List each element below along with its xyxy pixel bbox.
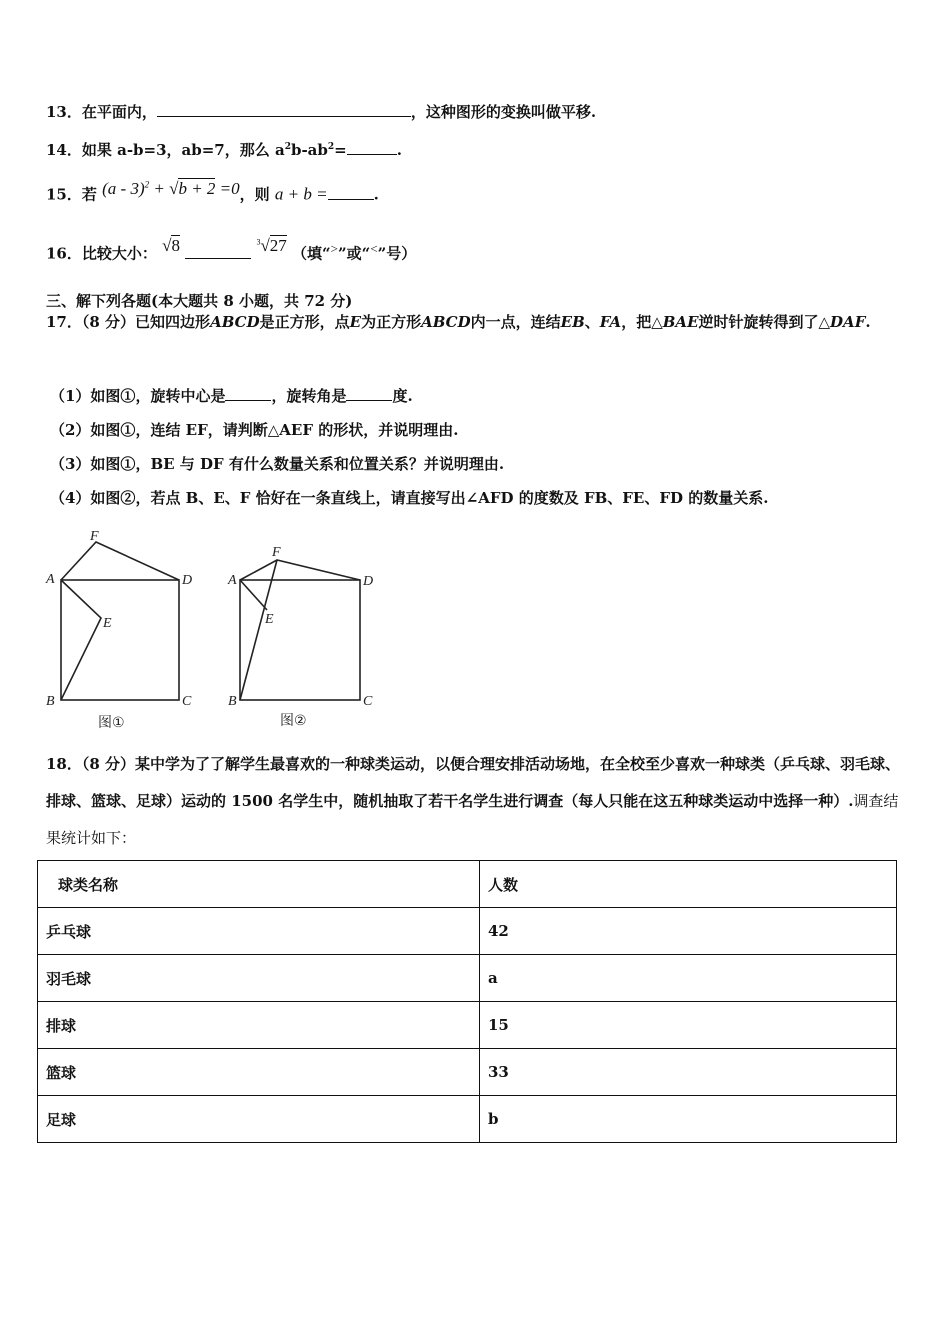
exponent: 2: [284, 142, 291, 152]
point-e-label: E: [103, 616, 112, 631]
question-15: [46, 180, 379, 205]
point-a-label: A: [228, 573, 237, 588]
answer-blank: [157, 102, 411, 117]
cuberoot27: [256, 236, 286, 255]
header-count: 人数: [480, 861, 897, 908]
answer-blank: [185, 244, 251, 259]
sum-expression: a + b =: [274, 184, 328, 204]
equals-sign: =: [334, 141, 347, 159]
table-header-row: [38, 861, 897, 908]
label-abcd: ABCD: [210, 313, 260, 331]
period: .: [865, 313, 871, 331]
triangle-daf: [61, 542, 179, 580]
cell-count: 42: [480, 908, 897, 955]
question-18: [46, 746, 904, 857]
math-expression: [102, 179, 240, 198]
sub1-text: 度.: [392, 387, 413, 405]
question-number: 17．: [46, 313, 82, 331]
q17-text: 已知四边形: [135, 313, 211, 331]
label-daf: DAF: [830, 313, 866, 331]
sqrt-icon: √: [162, 235, 172, 255]
cell-sport: 篮球: [38, 1049, 480, 1096]
q18-tail: 调查结果统计如下：: [46, 792, 899, 847]
q13-text-pre: 在平面内，: [81, 103, 157, 121]
q17-text: 是正方形，点: [259, 313, 350, 331]
q14-text-pre: 如果 a-b=3，ab=7，那么 a: [81, 141, 285, 159]
question-17: [46, 304, 904, 341]
question-16: [46, 235, 417, 265]
radicand: 27: [269, 235, 287, 255]
q17-text: 逆时针旋转得到了△: [698, 313, 831, 331]
exponent: 2: [327, 142, 335, 152]
point-a-label: A: [46, 572, 55, 587]
q17-sub4: （4）如图②，若点 B、E、F 恰好在一条直线上，请直接写出∠AFD 的度数及 FB、FE、FD 的数量关系.: [50, 489, 769, 507]
square-abcd: [240, 580, 360, 700]
q17-text: 为正方形: [361, 313, 422, 331]
answer-blank: [347, 140, 397, 155]
figure-2: [225, 538, 385, 736]
section-heading: 三、解下列各题(本大题共 8 小题，共 72 分): [46, 292, 353, 310]
question-13: [46, 102, 596, 122]
q16-text-pre: 比较大小：: [81, 244, 157, 263]
cell-sport: 足球: [38, 1096, 480, 1143]
question-number: 18．: [46, 755, 82, 773]
q17-text: 内一点，连结: [470, 313, 561, 331]
table-row: [38, 955, 897, 1002]
segment-ae: [240, 580, 267, 610]
sqrt-icon: √: [169, 178, 179, 198]
figure-1-caption: 图①: [98, 715, 125, 731]
point-c-label: C: [182, 694, 192, 709]
radicand: b + 2: [178, 178, 216, 198]
header-sport: 球类名称: [38, 861, 480, 908]
point-d-label: D: [363, 574, 374, 589]
label-eb: EB: [560, 313, 585, 331]
period: .: [373, 185, 379, 204]
greater-than: >: [330, 240, 338, 256]
cell-sport: 羽毛球: [38, 955, 480, 1002]
table-row: [38, 1049, 897, 1096]
sub1-text: （1）如图①，旋转中心是: [50, 387, 226, 405]
exponent: 2: [144, 179, 150, 189]
segment-fb: [240, 560, 277, 700]
squared-term: (a - 3): [102, 178, 145, 198]
label-e: E: [349, 313, 362, 331]
cell-count: b: [480, 1096, 897, 1143]
q17-sub1: [50, 385, 413, 406]
q17-sub2: （2）如图①，连结 EF，请判断△AEF 的形状，并说明理由.: [50, 421, 459, 439]
label-abcd: ABCD: [421, 313, 471, 331]
cell-count: a: [480, 955, 897, 1002]
q17-sub3: （3）如图①，BE 与 DF 有什么数量关系和位置关系？并说明理由.: [50, 455, 505, 473]
separator: 、: [584, 313, 600, 331]
q15-text-pre: 若: [81, 185, 97, 204]
q18-text: 某中学为了了解学生最喜欢的一种球类运动，以便合理安排活动场地，在全校至少喜欢一种球类（乒乓球、羽毛球、排球、篮球、足球）运动的 1500 名学生中，随机抽取了若干名学生进行调查（每人只能在这五种球类运动中选择一种）.: [46, 755, 901, 810]
root-index: 3: [256, 237, 261, 246]
answer-blank: [346, 386, 392, 401]
figure-2-caption: 图②: [280, 713, 307, 729]
triangle-daf: [240, 560, 360, 580]
point-b-label: B: [46, 694, 55, 709]
answer-blank: [225, 386, 271, 401]
figure-1: [40, 522, 210, 737]
table-row: [38, 1096, 897, 1143]
q17-text: ，把△: [621, 313, 663, 331]
triangle-bae: [61, 580, 101, 700]
label-fa: FA: [599, 313, 622, 331]
table-row: [38, 908, 897, 955]
points: （8 分）: [81, 313, 136, 331]
q13-text-post: ，这种图形的变换叫做平移.: [410, 103, 597, 121]
label-bae: BAE: [662, 313, 699, 331]
answer-blank: [328, 185, 374, 200]
question-number: 14．: [46, 141, 82, 159]
sub1-text: ，旋转角是: [271, 387, 347, 405]
table-row: [38, 1002, 897, 1049]
square-abcd: [61, 580, 179, 700]
equals-zero: =0: [215, 178, 240, 198]
period: .: [396, 141, 402, 159]
plus-sign: +: [153, 178, 165, 198]
q14-text-mid: b-ab: [290, 141, 328, 159]
cell-sport: 排球: [38, 1002, 480, 1049]
point-f-label: F: [90, 529, 99, 544]
hint-text: （填“: [292, 244, 331, 263]
hint-text: ”号）: [377, 244, 417, 263]
point-e-label: E: [265, 612, 274, 627]
cell-count: 15: [480, 1002, 897, 1049]
hint-text: ”或“: [338, 244, 371, 263]
question-number: 15．: [46, 185, 82, 204]
cell-sport: 乒乓球: [38, 908, 480, 955]
q15-text-mid: ，则: [239, 185, 270, 204]
question-number: 16．: [46, 244, 82, 263]
sqrt8: [162, 236, 180, 255]
less-than: <: [370, 240, 378, 256]
radicand: 8: [171, 235, 180, 255]
point-f-label: F: [272, 545, 281, 560]
point-d-label: D: [182, 573, 193, 588]
point-c-label: C: [363, 694, 373, 709]
cell-count: 33: [480, 1049, 897, 1096]
question-number: 13．: [46, 103, 82, 121]
points: （8 分）: [81, 755, 136, 773]
point-b-label: B: [228, 694, 237, 709]
sqrt-icon: √: [260, 235, 270, 255]
stats-table: [37, 860, 897, 1143]
question-14: [46, 137, 402, 160]
